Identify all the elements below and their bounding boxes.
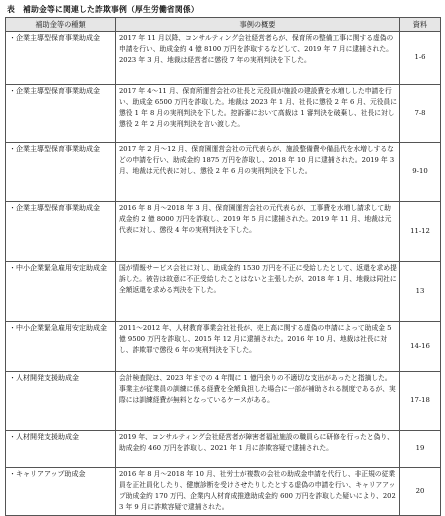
- header-source: 資料: [400, 18, 441, 32]
- cell-source-ref: 1-6: [400, 32, 441, 85]
- cell-source-ref: 19: [400, 431, 441, 468]
- table-row: [6, 143, 441, 202]
- cell-case-summary: 2019 年、コンサルティング会社経営者が障害者福祉施設の職員らに研修を行ったと偽り、助成金約 460 万円を詐取し、2021 年 1 月に詐欺容疑で逮捕された。: [116, 431, 400, 468]
- cell-subsidy-type: ・企業主導型保育事業助成金: [6, 32, 116, 85]
- header-subsidy-type: 補助金等の種類: [6, 18, 116, 32]
- cell-case-summary: 2017 年 2 月～12 月、保育園運営会社の元代表らが、施設整備費や備品代を水増しするなどの申請を行い、助成金約 1875 万円を詐取し、2018 年 10 月に逮捕された。2019 年 3 月、地裁は元代表に対し、懲役 2 年 6 月の実刑判決を下した。: [116, 143, 400, 202]
- cell-case-summary: 2017 年 4～11 月、保育所運営会社の社長と元役員が施設の建設費を水増しした申請を行い、助成金 6500 万円を詐取した。地裁は 2023 年 1 月、社長に懲役 2 年 6 月、元役員に懲役 1 年 8 月の実刑判決を下した。控訴審において高裁は 1 審判決を破棄し、社長に対し懲役 2 年 2 月の実刑判決を言い渡した。: [116, 85, 400, 143]
- table-row: [6, 262, 441, 322]
- cell-case-summary: 2017 年 11 月以降、コンサルティング会社経営者らが、保育所の整備工事に関する虚偽の申請を行い、助成金約 4 億 8100 万円を詐取するなどして、2019 年 7 月に逮捕された。2023 年 3 月、地裁は経営者に懲役 7 年の実刑判決を下した。: [116, 32, 400, 85]
- cell-case-summary: 会計検査院は、2023 年までの 4 年間に 1 億円余りの不適切な支出があったと指摘した。事業主が従業員の訓練に係る経費を全額負担した場合に一部が補助される制度であるが、実際には訓練経費が無料となっているケースがある。: [116, 372, 400, 431]
- table-header-row: [6, 18, 441, 32]
- cell-subsidy-type: ・企業主導型保育事業助成金: [6, 143, 116, 202]
- table-row: [6, 32, 441, 85]
- cell-source-ref: 9-10: [400, 143, 441, 202]
- cell-case-summary: 国が情報サービス会社に対し、助成金約 1530 万円を不正に受給したとして、返還を求め提訴した。被告は故意に不正受給したことはないと主張したが、2018 年 1 月、地裁は同社に全額返還を求める判決を下した。: [116, 262, 400, 322]
- cell-source-ref: 17-18: [400, 372, 441, 431]
- cell-subsidy-type: ・中小企業緊急雇用安定助成金: [6, 262, 116, 322]
- table-row: [6, 468, 441, 516]
- cell-case-summary: 2016 年 8 月～2018 年 10 月、社労士が複数の会社の助成金申請を代行し、非正規の従業員を正社員化したり、健康診断を受けさせたりしたとする虚偽の申請を行い、キャリアアップ助成金約 170 万円、企業内人材育成推進助成金約 600 万円を詐取した疑いにより、2023 年 9 月に詐欺容疑で逮捕された。: [116, 468, 400, 516]
- cell-subsidy-type: ・人材開発支援助成金: [6, 431, 116, 468]
- cell-source-ref: 7-8: [400, 85, 441, 143]
- cell-source-ref: 14-16: [400, 322, 441, 372]
- cell-source-ref: 13: [400, 262, 441, 322]
- table-row: [6, 431, 441, 468]
- table-row: [6, 322, 441, 372]
- table-row: [6, 85, 441, 143]
- table-caption: 表 補助金等に関連した詐欺事例（厚生労働省関係）: [7, 5, 199, 14]
- fraud-cases-table: [5, 17, 441, 516]
- table-row: [6, 372, 441, 431]
- table-row: [6, 202, 441, 262]
- cell-source-ref: 11-12: [400, 202, 441, 262]
- cell-subsidy-type: ・人材開発支援助成金: [6, 372, 116, 431]
- header-case-summary: 事例の概要: [116, 18, 400, 32]
- cell-case-summary: 2011～2012 年、人材教育事業会社社長が、売上高に関する虚偽の申請によって助成金 5 億 9500 万円を詐取し、2015 年 12 月に逮捕された。2016 年 10 月、地裁は社長に対し、詐欺罪で懲役 6 年の実刑判決を下した。: [116, 322, 400, 372]
- cell-subsidy-type: ・キャリアアップ助成金: [6, 468, 116, 516]
- cell-subsidy-type: ・企業主導型保育事業助成金: [6, 202, 116, 262]
- cell-subsidy-type: ・中小企業緊急雇用安定助成金: [6, 322, 116, 372]
- cell-subsidy-type: ・企業主導型保育事業助成金: [6, 85, 116, 143]
- cell-source-ref: 20: [400, 468, 441, 516]
- cell-case-summary: 2016 年 8 月～2018 年 3 月、保育園運営会社の元代表らが、工事費を水増し請求して助成金約 2 億 8000 万円を詐取し、2019 年 5 月に逮捕された。2019 年 11 月、地裁は元代表に対し、懲役 4 年の実刑判決を下した。: [116, 202, 400, 262]
